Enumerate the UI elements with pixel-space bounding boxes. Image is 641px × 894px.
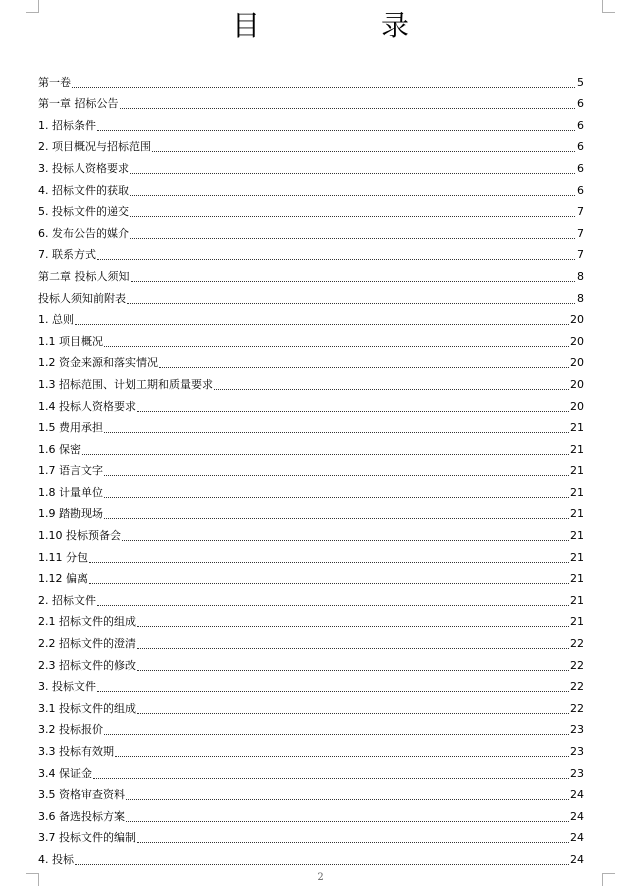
toc-entry-page: 20: [570, 356, 584, 370]
toc-leader-dots: [97, 681, 569, 692]
toc-entry[interactable]: [38, 802, 584, 824]
toc-leader-dots: [137, 703, 569, 714]
toc-leader-dots: [104, 336, 569, 347]
toc-entry-title: 1.11 分包: [38, 550, 88, 564]
toc-entry-title: 1. 总则: [38, 313, 74, 327]
toc-leader-dots: [137, 616, 569, 627]
toc-leader-dots: [104, 422, 569, 433]
toc-entry-title: 3. 投标文件: [38, 680, 96, 694]
toc-leader-dots: [137, 401, 569, 412]
toc-entry[interactable]: [38, 284, 584, 306]
toc-leader-dots: [115, 746, 569, 757]
toc-leader-dots: [152, 141, 575, 152]
toc-leader-dots: [122, 530, 569, 541]
toc-entry-page: 20: [570, 334, 584, 348]
toc-leader-dots: [130, 185, 575, 196]
toc-entry[interactable]: [38, 457, 584, 479]
page-number: 2: [317, 872, 324, 883]
toc-entry-page: 23: [570, 766, 584, 780]
toc-leader-dots: [130, 228, 575, 239]
toc-entry-page: 7: [577, 226, 584, 240]
toc-entry-page: 21: [570, 572, 584, 586]
toc-entry-page: 24: [570, 852, 584, 866]
toc-entry-page: 21: [570, 485, 584, 499]
toc-entry-title: 2.3 招标文件的修改: [38, 658, 136, 672]
toc-entry[interactable]: [38, 478, 584, 500]
toc-leader-dots: [126, 811, 569, 822]
toc-entry[interactable]: [38, 737, 584, 759]
toc-leader-dots: [131, 271, 576, 282]
toc-entry-title: 3.7 投标文件的编制: [38, 831, 136, 845]
toc-entry-page: 20: [570, 399, 584, 413]
toc-entry-page: 21: [570, 593, 584, 607]
toc-entry-title: 1.4 投标人资格要求: [38, 399, 136, 413]
toc-entry-title: 投标人须知前附表: [38, 291, 126, 305]
toc-entry-page: 6: [577, 118, 584, 132]
toc-entry-title: 3.1 投标文件的组成: [38, 701, 136, 715]
toc-entry-page: 21: [570, 464, 584, 478]
toc-entry[interactable]: [38, 673, 584, 695]
toc-entry-title: 7. 联系方式: [38, 248, 96, 262]
table-of-contents: [38, 68, 584, 867]
toc-entry-title: 5. 投标文件的递交: [38, 205, 129, 219]
toc-entry[interactable]: [38, 219, 584, 241]
toc-entry[interactable]: [38, 349, 584, 371]
toc-leader-dots: [72, 77, 575, 88]
toc-entry-title: 2. 招标文件: [38, 593, 96, 607]
toc-entry-page: 6: [577, 97, 584, 111]
toc-entry-title: 3.5 资格审查资料: [38, 788, 125, 802]
toc-entry-title: 3.6 备选投标方案: [38, 809, 125, 823]
toc-entry[interactable]: [38, 327, 584, 349]
toc-leader-dots: [120, 98, 576, 109]
toc-entry-title: 1.12 偏离: [38, 572, 88, 586]
toc-entry-page: 23: [570, 723, 584, 737]
toc-entry-title: 6. 发布公告的媒介: [38, 226, 129, 240]
toc-entry[interactable]: [38, 241, 584, 263]
toc-entry[interactable]: [38, 90, 584, 112]
toc-entry[interactable]: [38, 629, 584, 651]
toc-leader-dots: [137, 660, 569, 671]
toc-leader-dots: [104, 465, 569, 476]
toc-entry-page: 21: [570, 615, 584, 629]
toc-entry-page: 6: [577, 183, 584, 197]
toc-leader-dots: [89, 552, 569, 563]
toc-entry-page: 7: [577, 205, 584, 219]
toc-entry[interactable]: [38, 781, 584, 803]
toc-entry-title: 3.3 投标有效期: [38, 745, 114, 758]
toc-entry[interactable]: [38, 500, 584, 522]
toc-entry[interactable]: [38, 262, 584, 284]
toc-entry[interactable]: [38, 133, 584, 155]
toc-leader-dots: [104, 487, 569, 498]
toc-leader-dots: [97, 120, 575, 131]
toc-entry-title: 1. 招标条件: [38, 118, 96, 132]
toc-entry[interactable]: [38, 111, 584, 133]
toc-leader-dots: [127, 293, 575, 304]
toc-entry-title: 1.10 投标预备会: [38, 529, 121, 543]
toc-entry-title: 1.6 保密: [38, 442, 81, 456]
toc-entry-page: 24: [570, 809, 584, 823]
toc-entry[interactable]: [38, 716, 584, 738]
toc-entry-title: 2. 项目概况与招标范围: [38, 140, 151, 154]
toc-leader-dots: [104, 724, 569, 735]
toc-entry[interactable]: [38, 198, 584, 220]
toc-entry[interactable]: [38, 694, 584, 716]
toc-entry-page: 8: [577, 269, 584, 283]
toc-entry[interactable]: [38, 845, 584, 867]
toc-leader-dots: [130, 163, 575, 174]
toc-entry[interactable]: [38, 392, 584, 414]
toc-entry-page: 24: [570, 788, 584, 802]
toc-entry-page: 23: [570, 745, 584, 758]
toc-entry[interactable]: [38, 824, 584, 846]
toc-entry-title: 1.7 语言文字: [38, 464, 103, 478]
toc-entry-title: 2.2 招标文件的澄清: [38, 637, 136, 651]
toc-entry-page: 22: [570, 680, 584, 694]
toc-entry[interactable]: [38, 435, 584, 457]
toc-entry-title: 1.5 费用承担: [38, 421, 103, 435]
toc-entry[interactable]: [38, 759, 584, 781]
toc-entry[interactable]: [38, 306, 584, 328]
toc-entry-page: 6: [577, 161, 584, 175]
toc-leader-dots: [82, 444, 569, 455]
toc-entry-page: 20: [570, 313, 584, 327]
toc-entry-page: 21: [570, 442, 584, 456]
toc-entry-page: 5: [577, 75, 584, 89]
page-title: 目 录: [232, 9, 465, 42]
toc-entry-title: 4. 招标文件的获取: [38, 183, 129, 197]
toc-leader-dots: [97, 595, 569, 606]
toc-entry-title: 2.1 招标文件的组成: [38, 615, 136, 629]
toc-leader-dots: [137, 638, 569, 649]
toc-entry-page: 20: [570, 377, 584, 391]
toc-leader-dots: [75, 854, 569, 865]
toc-leader-dots: [104, 508, 569, 519]
toc-entry-title: 1.9 踏勘现场: [38, 507, 103, 521]
toc-entry-title: 3.2 投标报价: [38, 723, 103, 737]
toc-entry-title: 1.3 招标范围、计划工期和质量要求: [38, 377, 213, 391]
toc-leader-dots: [75, 314, 569, 325]
toc-entry-page: 21: [570, 550, 584, 564]
toc-entry-page: 21: [570, 421, 584, 435]
toc-entry[interactable]: [38, 608, 584, 630]
toc-entry-title: 第二章 投标人须知: [38, 269, 130, 283]
toc-leader-dots: [89, 573, 569, 584]
toc-entry[interactable]: [38, 521, 584, 543]
toc-entry-title: 第一卷: [38, 75, 71, 89]
toc-entry[interactable]: [38, 370, 584, 392]
toc-entry-title: 1.1 项目概况: [38, 334, 103, 348]
toc-entry[interactable]: [38, 414, 584, 436]
toc-entry-title: 3. 投标人资格要求: [38, 161, 129, 175]
toc-entry-page: 6: [577, 140, 584, 154]
toc-entry[interactable]: [38, 651, 584, 673]
toc-leader-dots: [126, 789, 569, 800]
toc-entry-title: 第一章 招标公告: [38, 97, 119, 111]
toc-entry-page: 22: [570, 701, 584, 715]
toc-entry[interactable]: [38, 565, 584, 587]
toc-entry-page: 22: [570, 658, 584, 672]
toc-entry[interactable]: [38, 543, 584, 565]
toc-entry-page: 21: [570, 529, 584, 543]
toc-leader-dots: [214, 379, 569, 390]
toc-entry-page: 24: [570, 831, 584, 845]
toc-entry-title: 4. 投标: [38, 852, 74, 866]
toc-leader-dots: [130, 206, 575, 217]
toc-entry-title: 3.4 保证金: [38, 766, 92, 780]
toc-entry[interactable]: [38, 176, 584, 198]
toc-leader-dots: [159, 357, 569, 368]
toc-entry-title: 1.8 计量单位: [38, 485, 103, 499]
toc-entry[interactable]: [38, 68, 584, 90]
toc-entry[interactable]: [38, 154, 584, 176]
toc-entry-page: 21: [570, 507, 584, 521]
toc-entry-page: 22: [570, 637, 584, 651]
toc-entry-page: 7: [577, 248, 584, 262]
toc-entry-title: 1.2 资金来源和落实情况: [38, 356, 158, 370]
toc-entry[interactable]: [38, 586, 584, 608]
toc-entry-page: 8: [577, 291, 584, 305]
toc-leader-dots: [137, 832, 569, 843]
toc-leader-dots: [97, 249, 575, 260]
toc-leader-dots: [93, 768, 569, 779]
